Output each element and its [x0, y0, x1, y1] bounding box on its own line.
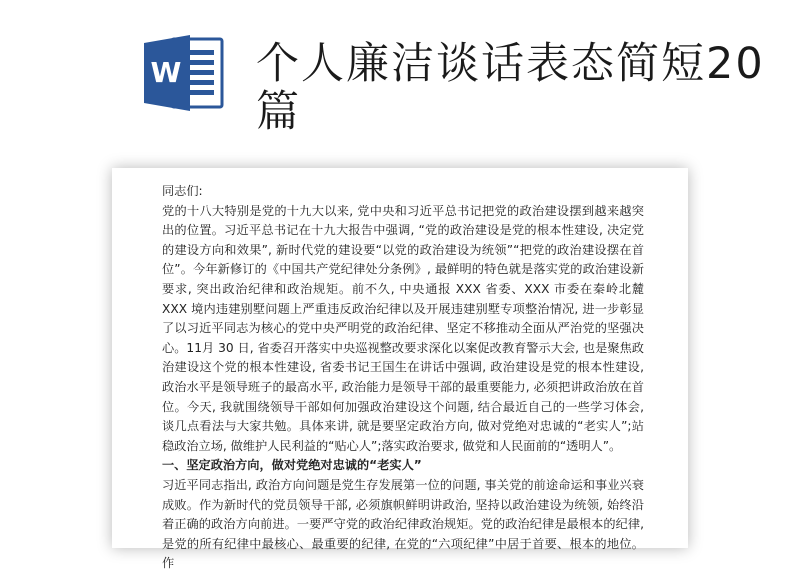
document-page: [112, 168, 688, 571]
section-paragraph: 习近平同志指出, 政治方向问题是党生存发展第一位的问题, 事关党的前途命运和事业兴衰成败。作为新时代的党员领导干部, 必须旗帜鲜明讲政治, 坚持以政治建设为统领, 始终沿着正确的政治方向前进。一要严守党的政治纪律政治规矩。党的政治纪律是最根本的纪律, 是党的所有纪律中最核心、最重要的纪律, 在党的“六项纪律”中居于首要、根本的地位。作: [162, 477, 644, 571]
header: [0, 0, 800, 150]
page-title: 个人廉洁谈话表态简短20篇: [256, 39, 765, 137]
svg-text:W: W: [150, 56, 182, 89]
word-document-icon: [142, 33, 226, 113]
document-body: [162, 182, 644, 574]
body-paragraph: 党的十八大特别是党的十九大以来, 党中央和习近平总书记把党的政治建设摆到越来越突出的位置。习近平总书记在十九大报告中强调, “党的政治建设是党的根本性建设, 决定党的建设方向和效果”, 新时代党的建设要“以党的政治建设为统领”“把党的政治建设摆在首位”。今年新修订的《中国共产党纪律处分条例》, 最鲜明的特色就是落实党的政治建设新要求, 突出政治纪律和政治规矩。前不久, 中央通报 XXX 省委、XXX 市委在秦岭北麓 XXX 境内违建别墅问题上严重违反政治纪律以及开展违建别墅专项整治情况, 进一步彰显了以习近平同志为核心的党中央严明党的政治纪律、坚定不移推动全面从严治党的坚强决心。11月 30 日, 省委召开落实中央巡视整改要求深化以案促改教育警示大会, 也是聚焦政治建设这个党的根本性建设, 省委书记王国生在讲话中强调, 政治建设是党的根本性建设, 政治水平是领导班子的最高水平, 政治能力是领导干部的最重要能力, 必须把讲政治放在首位。今天, 我就围绕领导干部如何加强政治建设这个问题, 结合最近自己的一些学习体会, 谈几点看法与大家共勉。具体来讲, 就是要坚定政治方向, 做对党绝对忠诚的“老实人”;站稳政治立场, 做维护人民利益的“贴心人”;落实政治要求, 做党和人民面前的“透明人”。: [162, 203, 644, 453]
salutation: 同志们:: [162, 184, 203, 198]
section-heading: 一、坚定政治方向，做对党绝对忠诚的“老实人”: [162, 458, 422, 473]
